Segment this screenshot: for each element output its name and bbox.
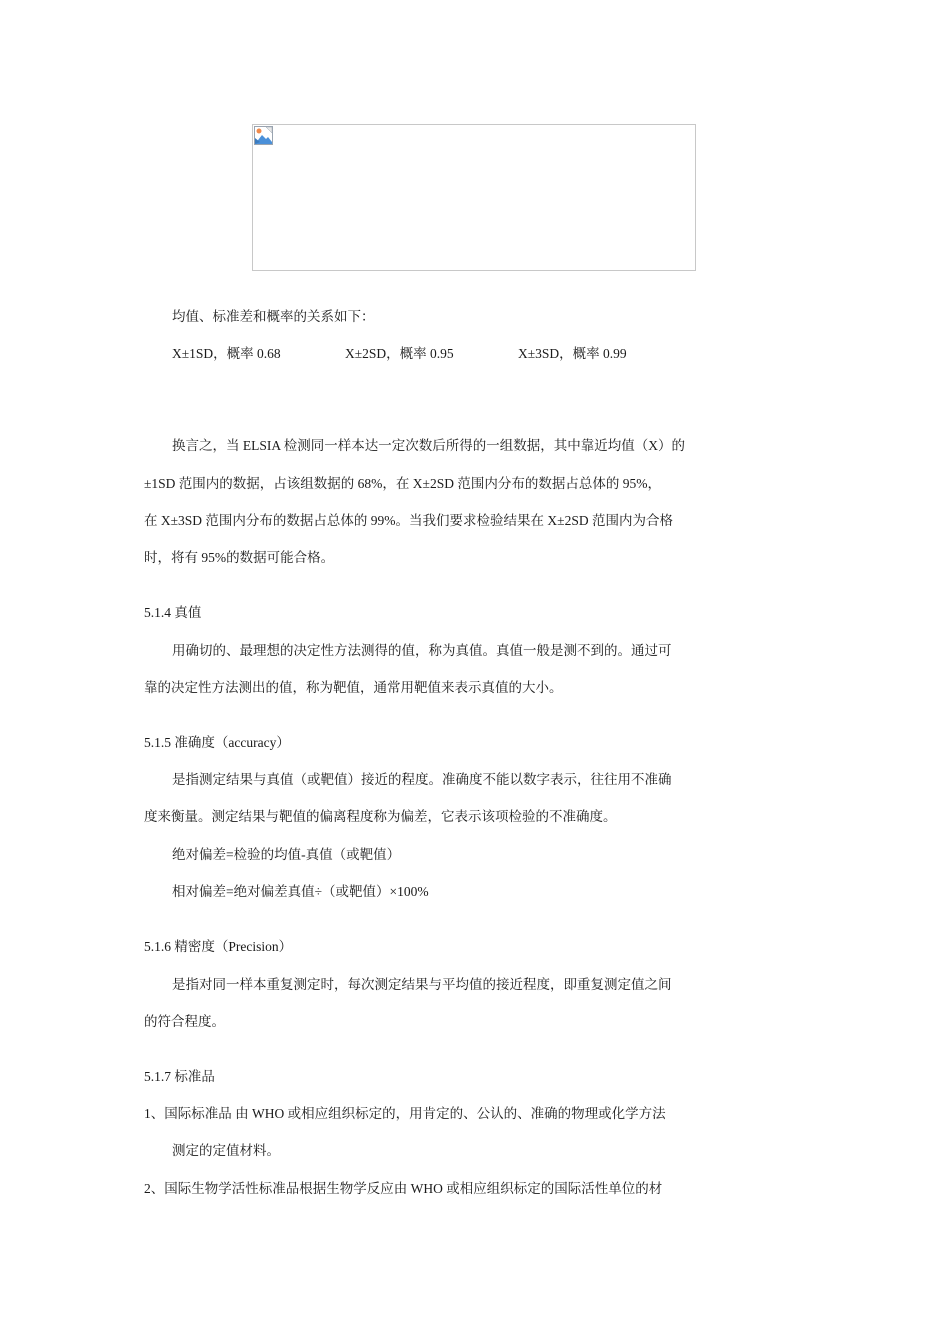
broken-image-icon <box>254 126 273 145</box>
figure-placeholder <box>252 124 696 271</box>
formula-absolute-deviation: 绝对偏差=检验的均值-真值（或靶值） <box>172 847 401 862</box>
intro-text: 均值、标准差和概率的关系如下： <box>172 309 375 324</box>
probability-3sd: X±3SD，概率 0.99 <box>518 346 627 361</box>
explain-line-3: 在 X±3SD 范围内分布的数据占总体的 99%。当我们要求检验结果在 X±2SD 范围内为合格 <box>144 513 673 528</box>
explain-line-2: ±1SD 范围内的数据，占该组数据的 68%，在 X±2SD 范围内分布的数据占总体的 95%， <box>144 476 661 491</box>
explain-line-4: 时，将有 95%的数据可能合格。 <box>144 550 335 565</box>
standard-item-2: 2、国际生物学活性标准品根据生物学反应由 WHO 或相应组织标定的国际活性单位的材 <box>144 1181 663 1196</box>
accuracy-line-1: 是指测定结果与真值（或靶值）接近的程度。准确度不能以数字表示，往往用不准确 <box>172 772 672 787</box>
truth-line-2: 靠的决定性方法测出的值，称为靶值，通常用靶值来表示真值的大小。 <box>144 680 563 695</box>
probability-1sd: X±1SD，概率 0.68 <box>172 346 281 361</box>
standard-item-1: 1、国际标准品 由 WHO 或相应组织标定的，用肯定的、公认的、准确的物理或化学方法 <box>144 1106 666 1121</box>
precision-line-1: 是指对同一样本重复测定时，每次测定结果与平均值的接近程度，即重复测定值之间 <box>172 977 672 992</box>
heading-5-1-4: 5.1.4 真值 <box>144 605 202 620</box>
accuracy-line-2: 度来衡量。测定结果与靶值的偏离程度称为偏差，它表示该项检验的不准确度。 <box>144 809 617 824</box>
heading-5-1-7: 5.1.7 标准品 <box>144 1069 215 1084</box>
precision-line-2: 的符合程度。 <box>144 1014 225 1029</box>
probability-2sd: X±2SD，概率 0.95 <box>345 346 454 361</box>
heading-5-1-6: 5.1.6 精密度（Precision） <box>144 939 293 954</box>
heading-5-1-5: 5.1.5 准确度（accuracy） <box>144 735 290 750</box>
formula-relative-deviation: 相对偏差=绝对偏差真值÷（或靶值）×100% <box>172 884 429 899</box>
truth-line-1: 用确切的、最理想的决定性方法测得的值，称为真值。真值一般是测不到的。通过可 <box>172 643 672 658</box>
standard-item-1-cont: 测定的定值材料。 <box>172 1143 280 1158</box>
explain-line-1: 换言之，当 ELSIA 检测同一样本达一定次数后所得的一组数据，其中靠近均值（X）的 <box>172 438 685 453</box>
